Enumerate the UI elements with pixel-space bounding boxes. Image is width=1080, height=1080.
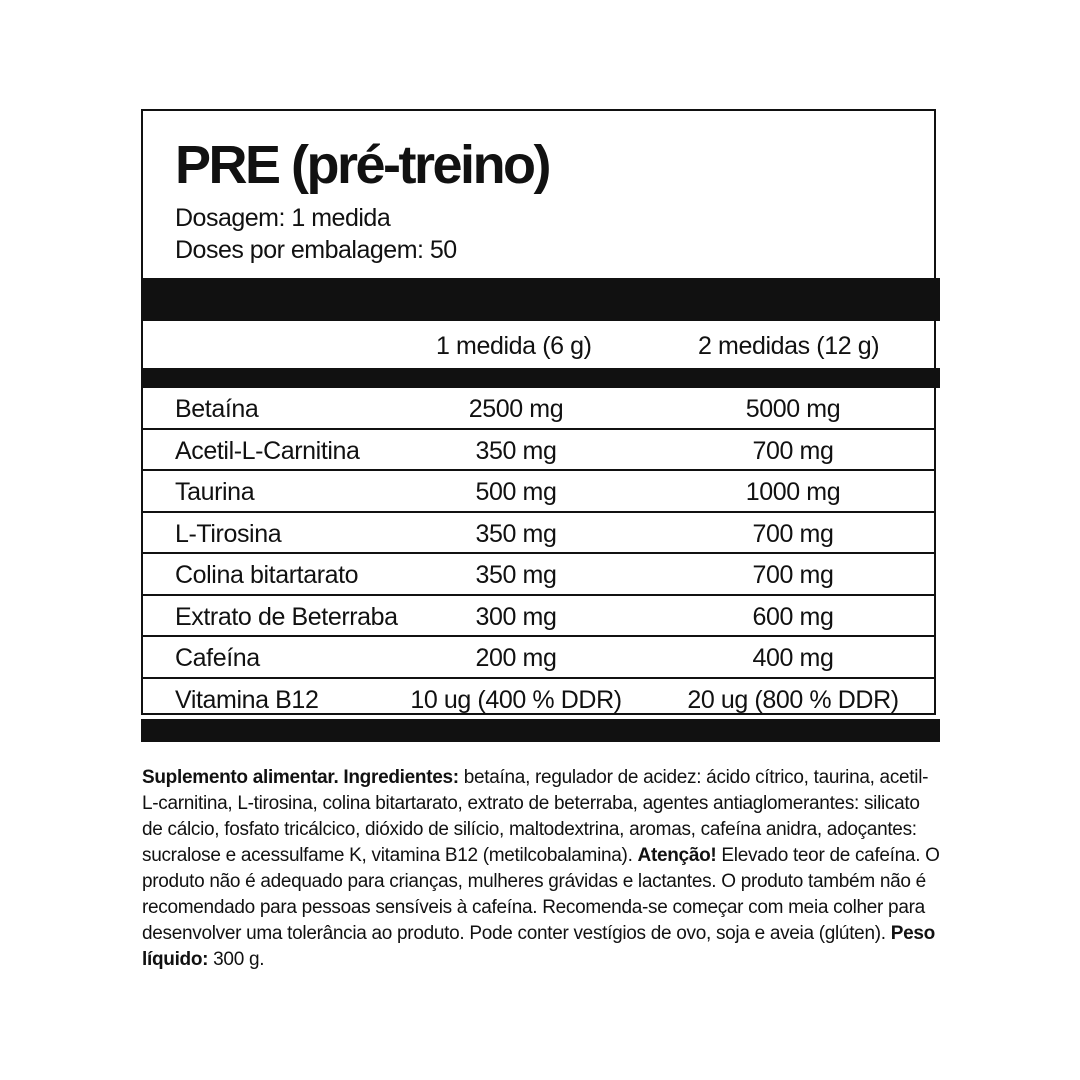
dosage-text: Dosagem: 1 medida (175, 204, 391, 232)
table-row (143, 513, 934, 555)
dose-2-value: 700 mg (752, 561, 834, 589)
dose-2-value: 700 mg (752, 436, 834, 465)
doses-per-package-text: Doses por embalagem: 50 (175, 236, 457, 264)
ingredient-name: Cafeína (175, 644, 260, 672)
dose-2-value: 1000 mg (745, 478, 841, 506)
ingredient-name: Extrato de Beterraba (175, 602, 398, 631)
table-header-row (143, 321, 934, 368)
ingredient-name: Betaína (175, 395, 259, 423)
net-weight-label: Peso líquido: (142, 923, 935, 970)
table-row (143, 430, 934, 472)
dose-1-value: 10 ug (400 % DDR) (410, 685, 622, 714)
ingredient-name: Vitamina B12 (175, 685, 319, 714)
table-row (143, 388, 934, 430)
footer-divider-bar (141, 719, 940, 742)
dose-2-value: 600 mg (752, 602, 834, 631)
dose-1-value: 300 mg (475, 602, 557, 631)
ingredient-name: Colina bitartarato (175, 561, 359, 589)
table-row (143, 554, 934, 596)
warning-label: Atenção! (637, 845, 717, 866)
table-divider-bar (141, 368, 940, 388)
product-title: PRE (pré-treino) (175, 135, 550, 195)
table-row (143, 596, 934, 638)
header-divider-bar (141, 278, 940, 321)
ingredients-paragraph (142, 765, 942, 973)
dose-1-value: 2500 mg (468, 395, 564, 423)
ingredient-name: Acetil-L-Carnitina (175, 436, 360, 465)
ingredients-list: betaína, regulador de acidez: ácido cítrico, taurina, acetil-L-carnitina, L-tirosina, colina bitartarato, extrato de beterraba, agentes antiaglomerantes: silicato de cálcio, fosfato tricálcico, dióxido de silício, maltodextrina, aromas, cafeína anidra, adoçantes: sucralose e acessulfame K, vitamina B12 (metilcobalamina). (142, 767, 929, 866)
dose-1-value: 200 mg (475, 644, 557, 672)
warning-text: Elevado teor de cafeína. O produto não é adequado para crianças, mulheres grávidas e lactantes. O produto também não é recomendado para pessoas sensíveis à cafeína. Recomenda-se começar com meia colher para desenvolver uma tolerância ao produto. Pode conter vestígios de ovo, soja e aveia (glúten). (142, 845, 940, 944)
ingredient-name: L-Tirosina (175, 519, 282, 548)
table-row (143, 471, 934, 513)
dose-1-value: 350 mg (475, 519, 557, 548)
dose-2-value: 5000 mg (745, 395, 841, 423)
dose-1-value: 500 mg (475, 478, 557, 506)
ingredient-name: Taurina (175, 478, 255, 506)
dose-2-value: 700 mg (752, 519, 834, 548)
column-header-1-dose: 1 medida (6 g) (436, 332, 592, 360)
table-row (143, 679, 934, 721)
net-weight-value: 300 g. (208, 949, 265, 970)
dose-1-value: 350 mg (475, 436, 557, 465)
column-header-2-doses: 2 medidas (12 g) (698, 332, 880, 360)
dose-2-value: 20 ug (800 % DDR) (687, 685, 899, 714)
nutrition-panel (141, 109, 936, 715)
ingredients-heading: Suplemento alimentar. Ingredientes: (142, 767, 459, 788)
dose-1-value: 350 mg (475, 561, 557, 589)
table-row (143, 637, 934, 679)
ingredient-table-body (143, 388, 934, 720)
dose-2-value: 400 mg (752, 644, 834, 672)
